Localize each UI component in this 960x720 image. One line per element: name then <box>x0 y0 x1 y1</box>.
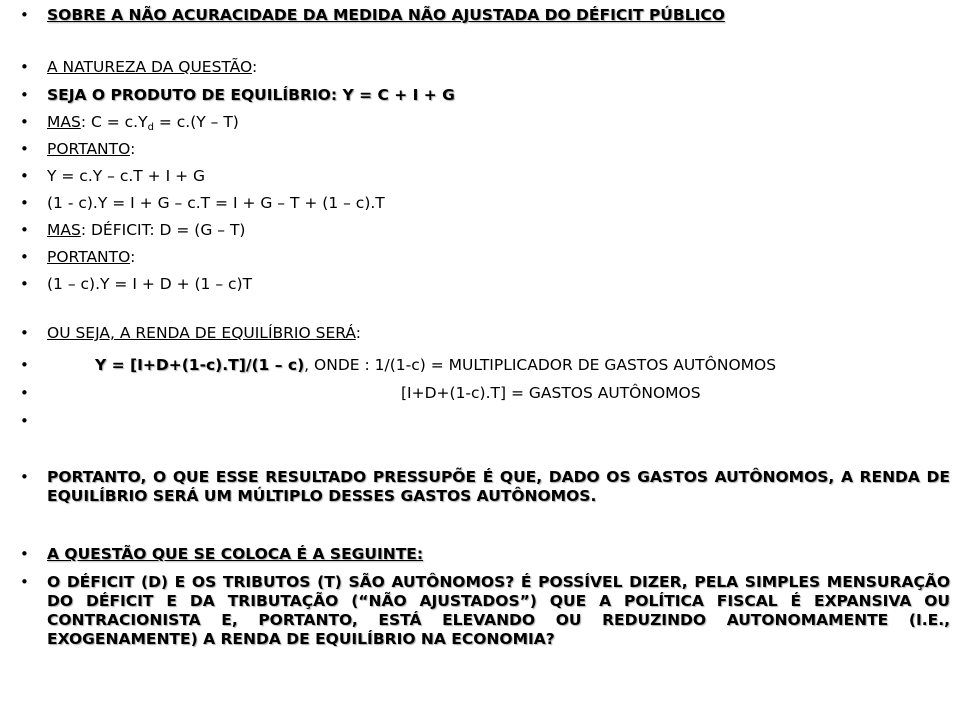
bullet-dot: • <box>20 113 29 131</box>
nature-line <box>47 58 950 77</box>
bullet-dot: • <box>20 6 29 24</box>
final-t: (T) <box>317 573 342 591</box>
product-line: SEJA O PRODUTO DE EQUILÍBRIO: Y = C + I + G <box>47 86 455 104</box>
portanto-2-colon: : <box>130 248 136 266</box>
bullet-dot: • <box>20 221 29 239</box>
nature-colon: : <box>251 58 258 76</box>
bullet-dot: • <box>20 412 29 430</box>
questao-text: A QUESTÃO QUE SE COLOCA É A SEGUINTE: <box>47 545 424 563</box>
bullet-dot: • <box>20 573 29 591</box>
final-d: (D) <box>140 573 169 591</box>
mas-1-sub: d <box>147 122 154 133</box>
final-a: O DÉFICIT <box>47 573 141 591</box>
mas-1-line <box>47 113 950 137</box>
equation-2: (1 - c).Y = I + G – c.T = I + G – T + (1 – c).T <box>47 194 385 212</box>
bullet-dot: • <box>20 86 29 104</box>
equation-5: [I+D+(1-c).T] = GASTOS AUTÔNOMOS <box>401 384 701 402</box>
final-paragraph <box>47 573 950 649</box>
equation-4-rest: , ONDE : 1/(1-c) = MULTIPLICADOR DE GASTOS AUTÔNOMOS <box>304 356 777 374</box>
bullet-dot: • <box>20 356 29 374</box>
equation-1: Y = c.Y – c.T + I + G <box>47 167 206 185</box>
bullet-dot: • <box>20 58 29 76</box>
portanto-2-line <box>47 248 950 267</box>
portanto-1-word: PORTANTO <box>47 140 131 158</box>
bullet-dot: • <box>20 248 29 266</box>
bullet-dot: • <box>20 167 29 185</box>
bullet-dot: • <box>20 275 29 293</box>
mas-1-word: MAS <box>47 113 81 131</box>
bullet-dot: • <box>20 194 29 212</box>
ouseja-text: OU SEJA, A RENDA DE EQUILÍBRIO SERÁ <box>47 324 356 342</box>
bullet-dot: • <box>20 140 29 158</box>
ouseja-line <box>47 324 950 343</box>
final-c: SÃO AUTÔNOMOS? É POSSÍVEL DIZER, PELA SIMPLES MENSURAÇÃO DO DÉFICIT E DA TRIBUTAÇÃO (“NÃO AJUSTADOS”) QUE A POLÍTICA FISCAL É EXPANSIVA OU CONTRACIONISTA E, PORTANTO, ESTÁ ELEVANDO OU REDUZINDO AUTONOMAMENTE (I.E., EXOGENAMENTE) A RENDA DE EQUILÍBRIO NA ECONOMIA? <box>47 573 950 648</box>
bullet-dot: • <box>20 324 29 342</box>
ouseja-colon: : <box>355 324 361 342</box>
equation-4-formula: Y = [I+D+(1-c).T]/(1 – c) <box>95 356 305 374</box>
equation-3: (1 – c).Y = I + D + (1 – c)T <box>47 275 253 293</box>
slide-title: SOBRE A NÃO ACURACIDADE DA MEDIDA NÃO AJUSTADA DO DÉFICIT PÚBLICO <box>47 6 725 24</box>
mas-1-b: = c.(Y – T) <box>153 113 239 131</box>
portanto-1-line <box>47 140 950 159</box>
bullet-dot: • <box>20 384 29 402</box>
nature-text: A NATUREZA DA QUESTÃO <box>47 58 252 76</box>
mas-2-word: MAS <box>47 221 81 239</box>
mas-2-line <box>47 221 950 240</box>
equation-4-line <box>47 356 950 375</box>
bullet-dot: • <box>20 468 29 486</box>
portanto-2-word: PORTANTO <box>47 248 131 266</box>
mas-1-a: : C = c.Y <box>80 113 148 131</box>
portanto-3-text: PORTANTO, O QUE ESSE RESULTADO PRESSUPÕE É QUE, DADO OS GASTOS AUTÔNOMOS, A RENDA DE EQUILÍBRIO SERÁ UM MÚLTIPLO DESSES GASTOS AUTÔNOMOS. <box>47 468 950 505</box>
mas-2-rest: : DÉFICIT: D = (G – T) <box>80 221 246 239</box>
portanto-1-colon: : <box>130 140 136 158</box>
bullet-dot: • <box>20 545 29 563</box>
final-b: E OS TRIBUTOS <box>168 573 318 591</box>
